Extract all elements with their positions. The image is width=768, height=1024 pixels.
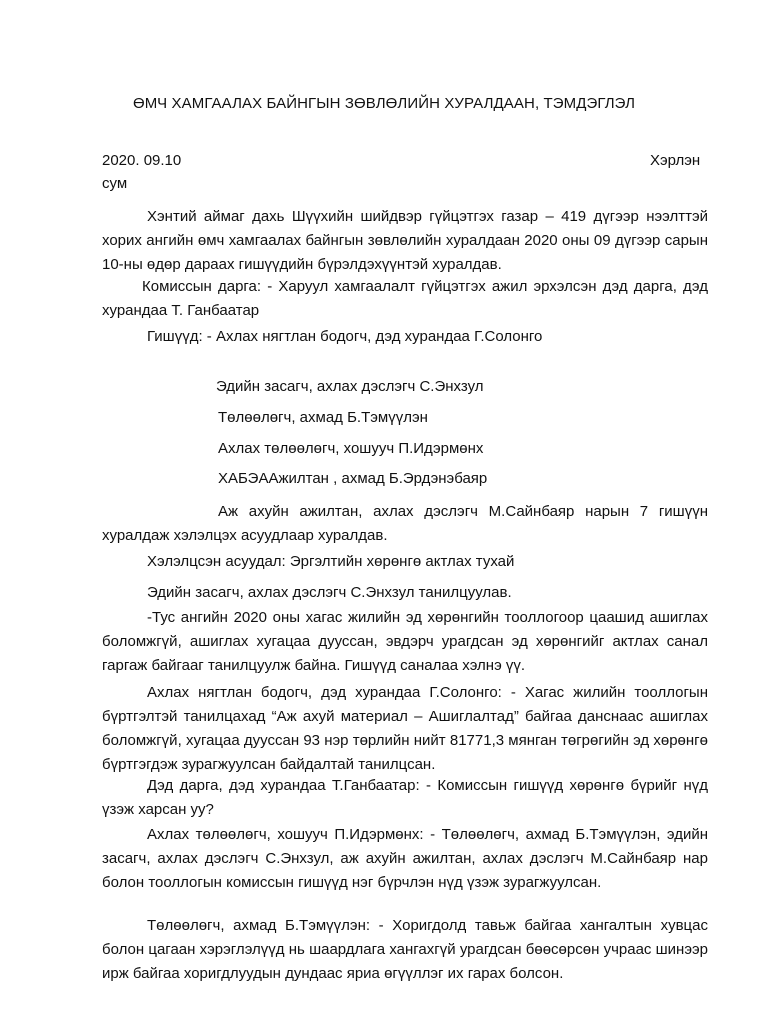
paragraph-accountant	[102, 681, 708, 777]
paragraph-intro	[102, 205, 708, 277]
paragraph-text: Дэд дарга, дэд хурандаа Т.Ганбаатар: - Комиссын гишүүд хөрөнгө бүрийг нүд үзэж харсан уу?	[102, 777, 708, 818]
paragraph-commission-chair	[102, 275, 708, 323]
paragraph-text: -Тус ангийн 2020 оны хагас жилийн эд хөрөнгийн тооллогоор цаашид ашиглах боломжгүй, ашиглах хугацаа дууссан, эвдэрч урагдсан эд хөрөнгийг актлах санал гаргаж байгааг танилцуулж байна. Гишүүд саналаа хэлнэ үү.	[102, 609, 708, 674]
member-economist: Эдийн засагч, ахлах дэслэгч С.Энхзул	[216, 378, 484, 395]
paragraph-members-end	[102, 500, 708, 548]
paragraph-text: Аж ахуйн ажилтан, ахлах дэслэгч М.Сайнбаяр нарын 7 гишүүн хуралдаж хэлэлцэх асуудлаар хуралдав.	[102, 503, 708, 544]
member-representative: Төлөөлөгч, ахмад Б.Тэмүүлэн	[218, 409, 428, 426]
paragraph-text: Ахлах төлөөлөгч, хошууч П.Идэрмөнх: - Төлөөлөгч, ахмад Б.Тэмүүлэн, эдийн засагч, ахлах дэслэгч С.Энхзул, аж ахуйн ажилтан, ахлах дэслэгч М.Сайнбаяр нар болон тооллогын комиссын гишүүд нэг бүрчлэн нүд үзэж зурагжуулсан.	[102, 826, 708, 891]
members-header: Гишүүд: - Ахлах нягтлан бодогч, дэд хурандаа Г.Солонго	[147, 328, 543, 345]
document-date: 2020. 09.10	[102, 152, 182, 169]
discussion-topic: Хэлэлцсэн асуудал: Эргэлтийн хөрөнгө актлах тухай	[147, 553, 515, 570]
member-safety-officer: ХАБЭААжилтан , ахмад Б.Эрдэнэбаяр	[218, 470, 488, 487]
document-place-suffix: сум	[102, 175, 128, 192]
document-place: Хэрлэн	[650, 152, 701, 169]
document-title: ӨМЧ ХАМГААЛАХ БАЙНГЫН ЗӨВЛӨЛИЙН ХУРАЛДААН, ТЭМДЭГЛЭЛ	[132, 95, 636, 112]
paragraph-proposal	[102, 606, 708, 678]
paragraph-text: Комиссын дарга: - Харуул хамгаалалт гүйцэтгэх ажил эрхэлсэн дэд дарга, дэд хурандаа Т. Ганбаатар	[102, 278, 708, 319]
member-senior-representative: Ахлах төлөөлөгч, хошууч П.Идэрмөнх	[218, 440, 484, 457]
paragraph-senior-rep-answer	[102, 823, 708, 895]
presenter-line: Эдийн засагч, ахлах дэслэгч С.Энхзул танилцуулав.	[147, 584, 512, 601]
paragraph-text: Хэнтий аймаг дахь Шүүхийн шийдвэр гүйцэтгэх газар – 419 дүгээр нээлттэй хорих ангийн өмч хамгаалах байнгын зөвлөлийн хуралдаан 2020 оны 09 дүгээр сарын 10-ны өдөр дараах гишүүдийн бүрэлдэхүүнтэй хуралдав.	[102, 208, 708, 273]
paragraph-text: Ахлах нягтлан бодогч, дэд хурандаа Г.Солонго: - Хагас жилийн тооллогын бүртгэлтэй танилцахад “Аж ахуй материал – Ашиглалтад” байгаа данснаас ашиглах боломжгүй, хугацаа дууссан 93 нэр төрлийн нийт 81771,3 мянган төгрөгийн эд хөрөнгө бүртгэгдэж зурагжуулсан байдалтай танилцсан.	[102, 684, 708, 773]
paragraph-deputy-question	[102, 774, 708, 822]
paragraph-representative	[102, 914, 708, 986]
paragraph-text: Төлөөлөгч, ахмад Б.Тэмүүлэн: - Хоригдолд тавьж байгаа хангалтын хувцас болон цагаан хэрэглэлүүд нь шаардлага хангахгүй урагдсан бөөсөрсөн учраас шинээр ирж байгаа хоригдлуудын дундаас яриа өгүүллэг их гарах болсон.	[102, 917, 708, 982]
